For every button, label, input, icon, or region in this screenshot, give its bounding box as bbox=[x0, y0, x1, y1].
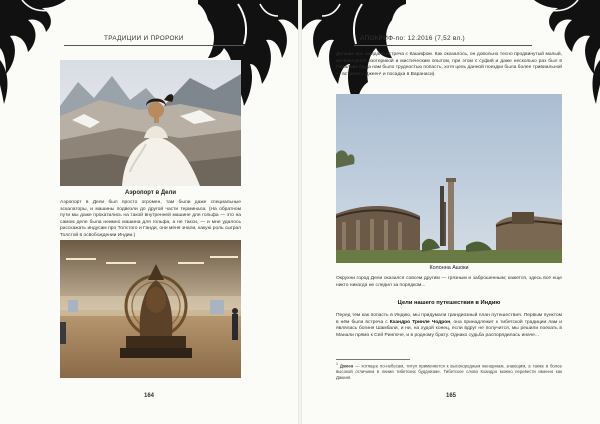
body-paragraph: Аэропорт в Дели был просто огромен, там были даже специальные эскалаторы, и машины подвезли до другой части терминала. (На обратном пути мы даже прокатились на такой внутренней машине для гольфа — это на самом деле была неимно машина для гольфа, а не такси, — и мне удалось расскажать индусам про Толстого и Ганди, они меня знали, какую роль сыграл Толстой в освобождении Индии.) bbox=[60, 200, 241, 238]
body-paragraph bbox=[336, 313, 562, 339]
page-number: 164 bbox=[144, 393, 155, 399]
photo-ashoka-pillar bbox=[336, 94, 562, 263]
mid-paragraph: Окрухни город Дели оказался совсем другим — грязным и заброшенным; кажется, здесь всё еще никто никогда не следил за порядком... bbox=[336, 276, 562, 288]
photo-meditating-woman bbox=[60, 60, 241, 186]
body-text-bold-name: Кхандро Тринле Чодрон bbox=[389, 319, 451, 325]
left-page bbox=[0, 0, 298, 424]
right-page bbox=[302, 0, 600, 424]
body-text: Перед тем как попасть в Индию, мы придумали грандиозный план путешествия. Первым пунктом в нём была встреча с bbox=[336, 313, 562, 325]
body-text: , она принадлежит к тибетской традиции лам и являлась богиня Шамбали, и ни, на худой конец, если вдруг не получится, мы решили поехать в Манали прямо к Сей Ринпоче, и в родному брату. Однако судьба распорядилась иначе... bbox=[336, 319, 562, 338]
footnote-marker: 1 bbox=[336, 362, 338, 366]
running-head: АПОКРИФ-по: 12.2016 (7,52 вл.) bbox=[360, 35, 465, 42]
running-head: ТРАДИЦИИ И ПРОРОКИ bbox=[104, 35, 184, 42]
photo-airport-buddha bbox=[60, 240, 241, 378]
header-rule bbox=[354, 45, 532, 46]
footnote-term: Джеен bbox=[339, 363, 354, 369]
header-rule bbox=[64, 45, 244, 46]
photo-caption: Колонна Ашоки bbox=[429, 265, 469, 271]
footnote-text: — хотящее по-небесам, титул применяется к высокородным женщинам, знающим, а также в более высокой отличием в линии тибетских будднизме. Тибетское слово Кхандро можно перевести именно как Дакиня. bbox=[336, 363, 562, 380]
intro-paragraph: Дальше нас ожидала встреча с Кашифом. Как оказалось, он довольно тесно продвинутый малый, интересуется эзотерикой и мистическим опытом, при этом с суфий и даже несколько раз был в Гималаях (куда нам было трудностью попасть, хотя цель данной поездки была более тривиальной — встреча с Джеен¹ и посадка в Варанаси). bbox=[336, 52, 563, 77]
page-number: 165 bbox=[446, 393, 457, 399]
footnote-rule bbox=[336, 359, 410, 360]
photo-caption: Аэропорт в Дели bbox=[124, 190, 177, 196]
section-title: Цели нашего путешествия в Индию bbox=[397, 300, 501, 306]
footnote bbox=[336, 362, 562, 380]
